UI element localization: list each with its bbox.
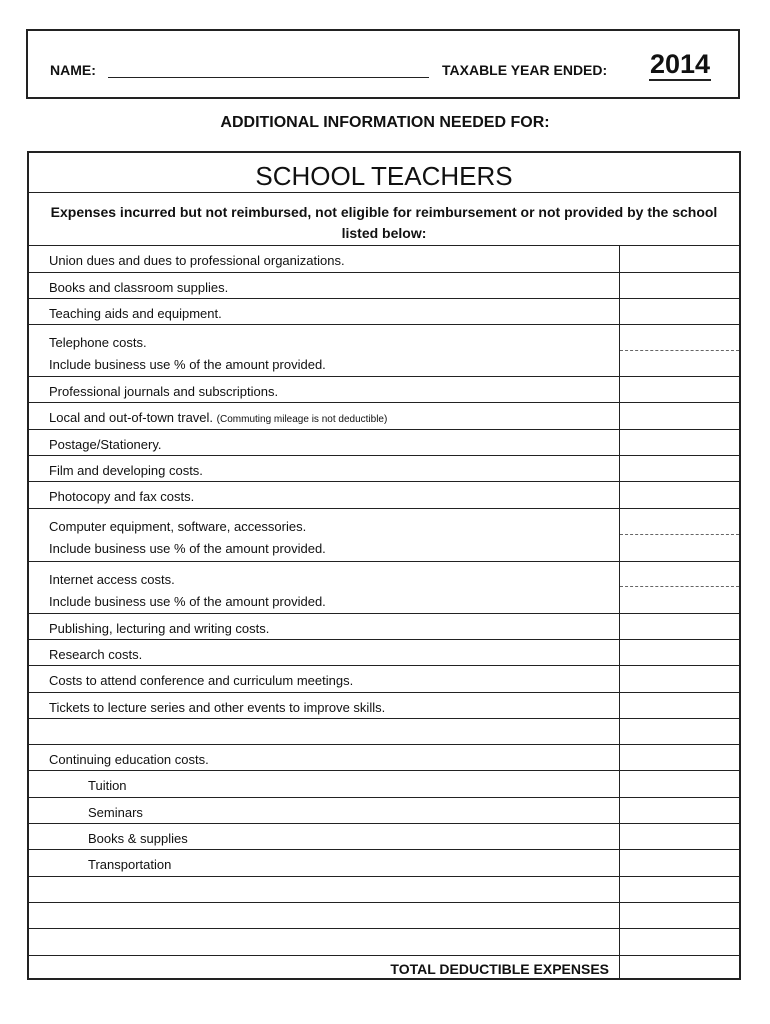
amount-field[interactable] bbox=[620, 299, 739, 324]
row-union-dues bbox=[29, 246, 739, 273]
dotted-subline bbox=[620, 350, 739, 351]
row-blank bbox=[29, 877, 739, 903]
amount-field[interactable] bbox=[620, 693, 739, 718]
taxable-year-value: 2014 bbox=[650, 49, 711, 79]
amount-field[interactable] bbox=[620, 377, 739, 402]
amount-field[interactable] bbox=[620, 771, 739, 797]
row-label: Internet access costs. bbox=[49, 572, 175, 587]
name-label: NAME: bbox=[50, 62, 96, 78]
row-label: Photocopy and fax costs. bbox=[49, 489, 195, 504]
row-blank bbox=[29, 929, 739, 956]
row-teaching-aids bbox=[29, 299, 739, 325]
row-film bbox=[29, 456, 739, 482]
amount-field[interactable] bbox=[620, 719, 739, 744]
row-label: Union dues and dues to professional organizations. bbox=[49, 253, 345, 268]
amount-field[interactable] bbox=[620, 456, 739, 481]
row-books-ce bbox=[29, 824, 739, 850]
amount-field[interactable] bbox=[620, 509, 739, 561]
row-label: Postage/Stationery. bbox=[49, 437, 162, 452]
total-label: TOTAL DEDUCTIBLE EXPENSES bbox=[390, 961, 609, 977]
amount-field[interactable] bbox=[620, 562, 739, 613]
row-label: Tuition bbox=[88, 778, 127, 793]
row-note: Include business use % of the amount provided. bbox=[49, 541, 326, 556]
amount-field[interactable] bbox=[620, 903, 739, 928]
form-title: SCHOOL TEACHERS bbox=[29, 153, 739, 193]
row-label: Seminars bbox=[88, 805, 143, 820]
row-note: Include business use % of the amount provided. bbox=[49, 594, 326, 609]
row-postage bbox=[29, 430, 739, 456]
amount-field[interactable] bbox=[620, 614, 739, 639]
row-travel bbox=[29, 403, 739, 430]
row-label: Research costs. bbox=[49, 647, 143, 662]
row-label bbox=[49, 411, 614, 426]
travel-note: (Commuting mileage is not deductible) bbox=[216, 414, 388, 425]
row-label: Professional journals and subscriptions. bbox=[49, 384, 279, 399]
row-label: Transportation bbox=[88, 857, 172, 872]
row-label: Telephone costs. bbox=[49, 335, 147, 350]
amount-field[interactable] bbox=[620, 403, 739, 429]
row-conference bbox=[29, 666, 739, 693]
row-seminars bbox=[29, 798, 739, 824]
amount-field[interactable] bbox=[620, 745, 739, 770]
amount-field[interactable] bbox=[620, 482, 739, 508]
row-label: Costs to attend conference and curriculum meetings. bbox=[49, 673, 354, 688]
amount-field[interactable] bbox=[620, 273, 739, 298]
row-label: Computer equipment, software, accessories. bbox=[49, 519, 307, 534]
row-label: Teaching aids and equipment. bbox=[49, 306, 222, 321]
row-tickets bbox=[29, 693, 739, 719]
row-photocopy bbox=[29, 482, 739, 509]
amount-field[interactable] bbox=[620, 877, 739, 902]
total-amount-field[interactable] bbox=[620, 956, 739, 978]
amount-field[interactable] bbox=[620, 824, 739, 849]
row-tuition bbox=[29, 771, 739, 798]
row-continuing bbox=[29, 745, 739, 771]
amount-field[interactable] bbox=[620, 246, 739, 272]
row-note: Include business use % of the amount provided. bbox=[49, 357, 326, 372]
subtitle: ADDITIONAL INFORMATION NEEDED FOR: bbox=[220, 114, 550, 131]
row-research bbox=[29, 640, 739, 666]
row-books-supplies bbox=[29, 273, 739, 299]
row-publishing bbox=[29, 614, 739, 640]
row-total bbox=[29, 956, 739, 978]
dotted-subline bbox=[620, 534, 739, 535]
row-label: Books and classroom supplies. bbox=[49, 280, 229, 295]
row-internet bbox=[29, 562, 739, 614]
row-telephone bbox=[29, 325, 739, 377]
row-label: Tickets to lecture series and other events to improve skills. bbox=[49, 700, 386, 715]
row-transportation bbox=[29, 850, 739, 877]
row-journals bbox=[29, 377, 739, 403]
travel-label: Local and out-of-town travel. bbox=[49, 410, 214, 425]
row-label: Publishing, lecturing and writing costs. bbox=[49, 621, 270, 636]
header-box bbox=[26, 29, 740, 99]
dotted-subline bbox=[620, 586, 739, 587]
taxable-year-label: TAXABLE YEAR ENDED: bbox=[442, 62, 608, 78]
form-description: Expenses incurred but not reimbursed, not eligible for reimbursement or not provided by the school listed below: bbox=[29, 193, 739, 246]
amount-field[interactable] bbox=[620, 430, 739, 455]
row-computer bbox=[29, 509, 739, 562]
row-label: Continuing education costs. bbox=[49, 752, 209, 767]
name-field[interactable] bbox=[108, 77, 429, 78]
amount-field[interactable] bbox=[620, 850, 739, 876]
amount-field[interactable] bbox=[620, 666, 739, 692]
amount-field[interactable] bbox=[620, 929, 739, 955]
expense-table bbox=[27, 151, 741, 980]
row-label: Books & supplies bbox=[88, 831, 188, 846]
amount-field[interactable] bbox=[620, 798, 739, 823]
amount-field[interactable] bbox=[620, 640, 739, 665]
row-label: Film and developing costs. bbox=[49, 463, 203, 478]
row-blank bbox=[29, 719, 739, 745]
row-blank bbox=[29, 903, 739, 929]
